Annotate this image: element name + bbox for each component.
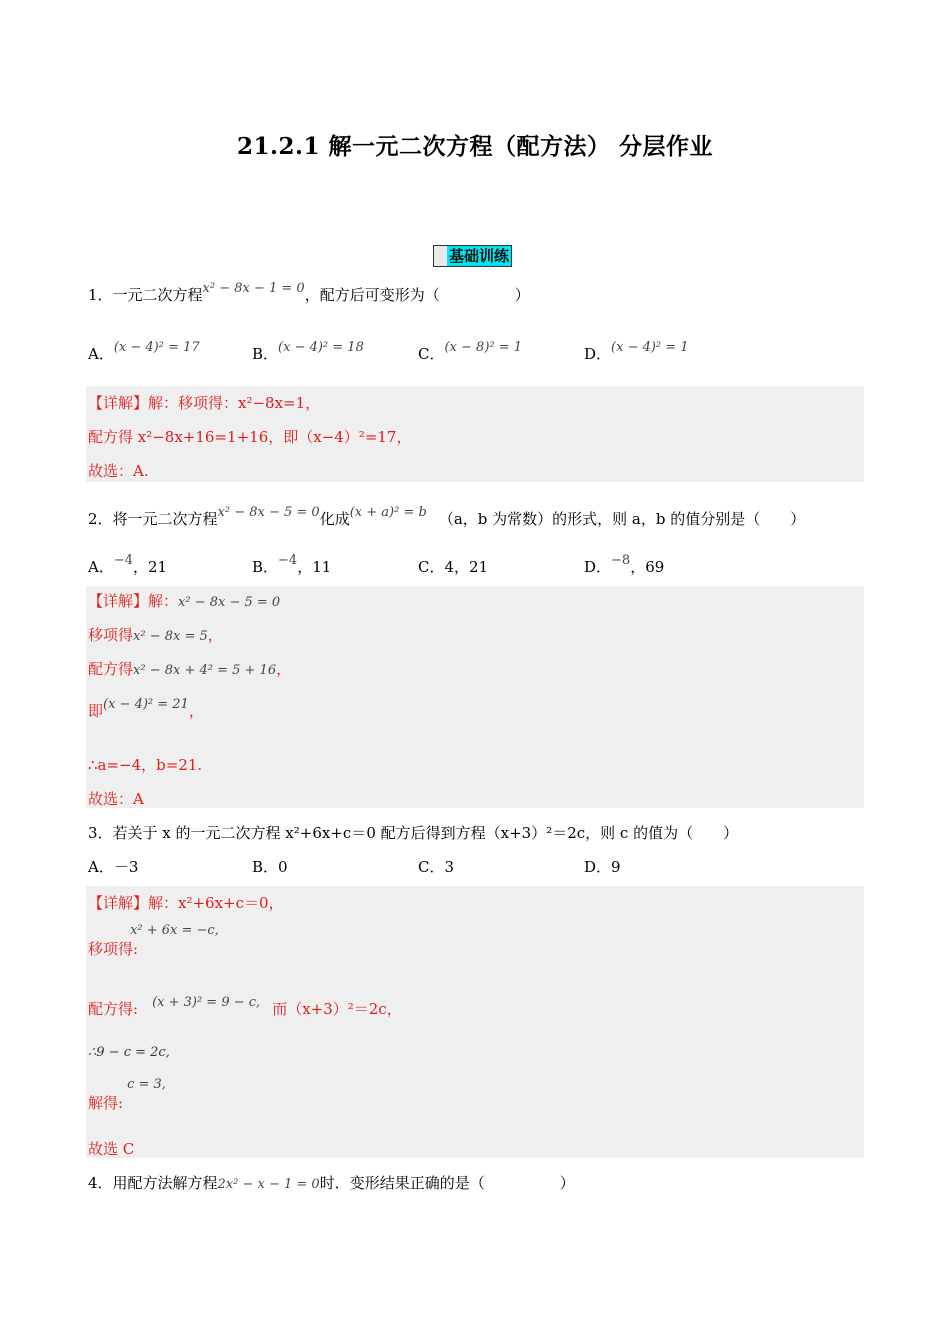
section-label-text: 基础训练 [449, 247, 510, 265]
q2-sol-line-6: 故选：A [88, 790, 144, 808]
question-2-tail: （a，b 为常数）的形式，则 a，b 的值分别是（ ） [438, 510, 806, 528]
q2-solution [86, 586, 864, 808]
q3-sol-line-5: 解得:c = 3, [88, 1077, 166, 1112]
q1-option-a: A．(x − 4)² = 17 [88, 340, 200, 363]
question-1 [88, 281, 530, 305]
q2-option-a: A．−4，21 [88, 553, 168, 576]
q3-sol-line-4: ∴9 − c = 2c, [88, 1045, 170, 1060]
question-1-equation: x² − 8x − 1 = 0 [202, 281, 305, 296]
q3-sol-line-2: 移项得:x² + 6x = −c, [88, 923, 219, 958]
q2-option-d: D．−8，69 [584, 553, 665, 576]
q2-sol-line-2: 移项得x² − 8x = 5， [88, 626, 223, 644]
q1-option-b: B．(x − 4)² = 18 [252, 340, 364, 363]
page-title: 21.2.1 解一元二次方程（配方法） 分层作业 [236, 133, 714, 160]
q3-option-b: B．0 [252, 858, 288, 876]
q1-sol-line-3: 故选：A. [88, 462, 149, 480]
question-2-number: 2．将一元二次方程 [88, 510, 218, 528]
q3-option-a: A．－3 [88, 858, 139, 876]
q1-sol-line-1: 【详解】解：移项得：x²−8x=1， [88, 394, 321, 412]
q1-sol-line-2: 配方得 x²−8x+16=1+16，即（x−4）²=17， [88, 428, 412, 446]
question-2-mid: 化成 [319, 510, 350, 528]
section-label [433, 245, 512, 267]
question-2-equation: x² − 8x − 5 = 0 [217, 505, 320, 520]
q1-option-c: C．(x − 8)² = 1 [418, 340, 523, 363]
q1-option-d: D．(x − 4)² = 1 [584, 340, 689, 363]
question-3: 3．若关于 x 的一元二次方程 x²+6x+c＝0 配方后得到方程（x+3）²＝2c，则 c 的值为（ ） [88, 824, 739, 842]
section-marker [434, 246, 447, 266]
q2-sol-line-3: 配方得x² − 8x + 4² = 5 + 16， [88, 660, 292, 678]
q3-option-c: C．3 [418, 858, 455, 876]
q3-solution [86, 886, 864, 1158]
q3-option-d: D．9 [584, 858, 621, 876]
question-4 [88, 1172, 575, 1193]
q1-solution [86, 386, 864, 482]
question-2-form: (x + a)² = b [349, 505, 427, 520]
q3-sol-line-1: 【详解】解：x²+6x+c＝0， [88, 894, 284, 912]
question-4-number: 4．用配方法解方程 [88, 1174, 218, 1192]
q2-option-b: B．−4，11 [252, 553, 332, 576]
question-2 [88, 505, 806, 529]
q3-sol-line-6: 故选 C [88, 1140, 135, 1158]
question-4-equation: 2x² − x − 1 = 0 [217, 1177, 320, 1192]
q3-sol-line-3: 配方得: (x + 3)² = 9 − c, 而（x+3）²＝2c， [88, 995, 402, 1018]
question-1-tail: ，配方后可变形为（ ） [304, 286, 530, 304]
question-4-tail: 时．变形结果正确的是（ ） [319, 1174, 575, 1192]
q2-sol-line-1: 【详解】解：x² − 8x − 5 = 0 [88, 592, 281, 610]
question-1-number: 1．一元二次方程 [88, 286, 203, 304]
q2-sol-line-5: ∴a=−4，b=21. [88, 756, 203, 774]
q2-sol-line-4: 即(x − 4)² = 21， [88, 697, 204, 720]
q2-option-c: C．4，21 [418, 558, 489, 576]
